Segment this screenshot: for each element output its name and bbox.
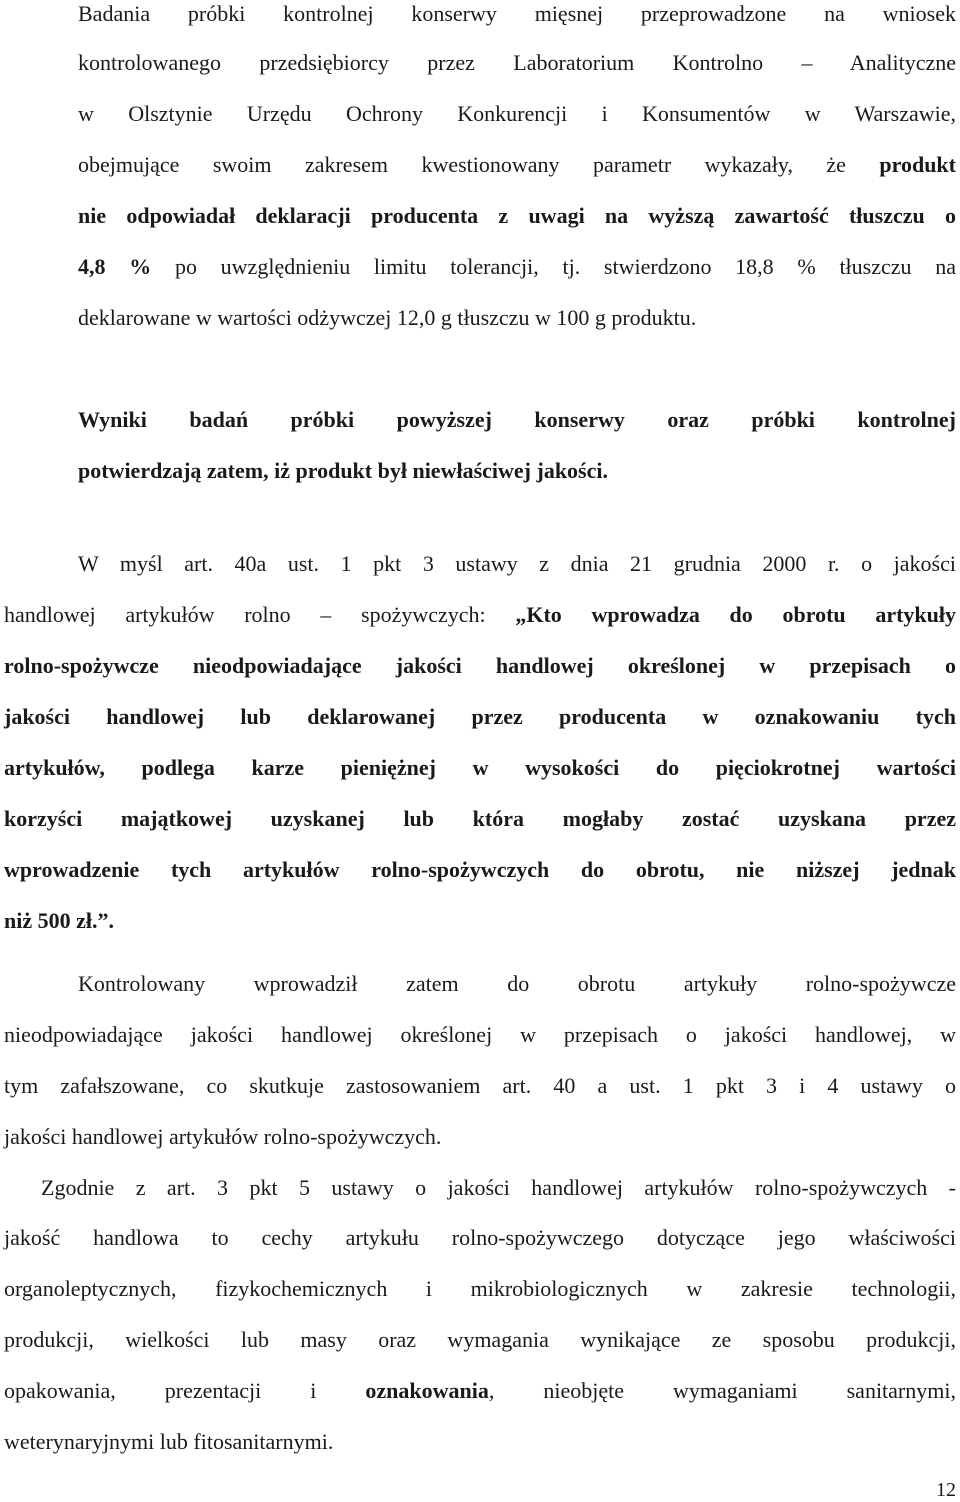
paragraph-1-line-5: nie odpowiadał deklaracji producenta z uwagi na wyższą zawartość tłuszczu o	[78, 203, 956, 228]
paragraph-3-line-6: korzyści majątkowej uzyskanej lub która mogłaby zostać uzyskana przez	[4, 806, 956, 831]
paragraph-1-line-2: kontrolowanego przedsiębiorcy przez Laboratorium Kontrolno – Analityczne	[78, 50, 956, 75]
paragraph-5-line-3: organoleptycznych, fizykochemicznych i mikrobiologicznych w zakresie technologii,	[4, 1276, 956, 1301]
paragraph-4-line-3: tym zafałszowane, co skutkuje zastosowaniem art. 40 a ust. 1 pkt 3 i 4 ustawy o	[4, 1073, 956, 1098]
paragraph-4-line-1: Kontrolowany wprowadził zatem do obrotu artykuły rolno-spożywcze	[78, 971, 956, 996]
text-run: , nieobjęte wymaganiami sanitarnymi,	[488, 1378, 956, 1403]
paragraph-5-line-5	[4, 1377, 956, 1405]
paragraph-3-line-2	[4, 601, 956, 629]
paragraph-1-line-4	[78, 151, 956, 179]
page-number: 12	[936, 1479, 956, 1501]
paragraph-3-line-1: W myśl art. 40a ust. 1 pkt 3 ustawy z dnia 21 grudnia 2000 r. o jakości	[78, 551, 956, 576]
text-run: obejmujące swoim zakresem kwestionowany parametr wykazały, że	[78, 152, 880, 177]
paragraph-3-line-8: niż 500 zł.”.	[4, 908, 114, 933]
bold-run: „Kto wprowadza do obrotu artykuły	[515, 602, 957, 627]
paragraph-1-line-6	[78, 253, 956, 281]
paragraph-4-line-2: nieodpowiadające jakości handlowej określonej w przepisach o jakości handlowej, w	[4, 1022, 956, 1047]
paragraph-3-line-3: rolno-spożywcze nieodpowiadające jakości handlowej określonej w przepisach o	[4, 653, 956, 678]
paragraph-3-line-7: wprowadzenie tych artykułów rolno-spożywczych do obrotu, nie niższej jednak	[4, 857, 956, 882]
paragraph-5-line-2: jakość handlowa to cechy artykułu rolno-spożywczego dotyczące jego właściwości	[4, 1225, 956, 1250]
text-run: opakowania, prezentacji i	[4, 1378, 366, 1403]
text-run: po uwzględnieniu limitu tolerancji, tj. stwierdzono 18,8 % tłuszczu na	[151, 254, 957, 279]
paragraph-2-line-2: potwierdzają zatem, iż produkt był niewłaściwej jakości.	[78, 458, 608, 483]
paragraph-1-line-1: Badania próbki kontrolnej konserwy mięsnej przeprowadzone na wniosek	[78, 1, 956, 26]
bold-run: oznakowania	[365, 1378, 489, 1403]
bold-run: produkt	[879, 152, 956, 177]
paragraph-4-line-4: jakości handlowej artykułów rolno-spożywczych.	[4, 1124, 442, 1149]
paragraph-3-line-5: artykułów, podlega karze pieniężnej w wysokości do pięciokrotnej wartości	[4, 755, 956, 780]
paragraph-5-line-4: produkcji, wielkości lub masy oraz wymagania wynikające ze sposobu produkcji,	[4, 1327, 956, 1352]
paragraph-5-line-6: weterynaryjnymi lub fitosanitarnymi.	[4, 1429, 334, 1454]
paragraph-1-line-3: w Olsztynie Urzędu Ochrony Konkurencji i Konsumentów w Warszawie,	[78, 101, 956, 126]
text-run: handlowej artykułów rolno – spożywczych:	[4, 602, 516, 627]
paragraph-2-line-1: Wyniki badań próbki powyższej konserwy oraz próbki kontrolnej	[78, 407, 956, 432]
paragraph-1-line-7: deklarowane w wartości odżywczej 12,0 g tłuszczu w 100 g produktu.	[78, 305, 697, 330]
bold-run: 4,8 %	[78, 254, 152, 279]
paragraph-3-line-4: jakości handlowej lub deklarowanej przez producenta w oznakowaniu tych	[4, 704, 956, 729]
paragraph-5-line-1: Zgodnie z art. 3 pkt 5 ustawy o jakości handlowej artykułów rolno-spożywczych -	[41, 1175, 956, 1200]
